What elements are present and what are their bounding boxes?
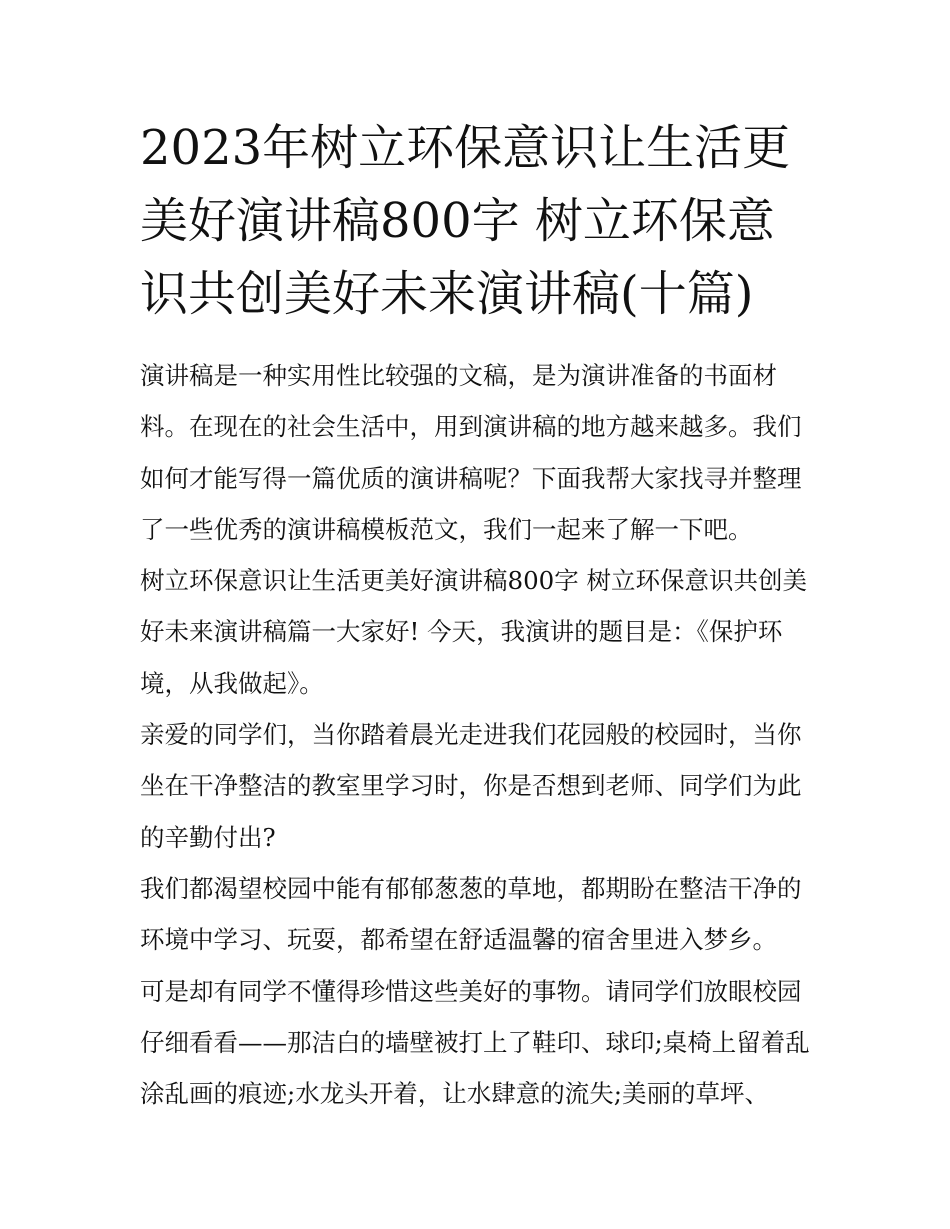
document-body	[140, 350, 820, 1119]
paragraph-opening: 树立环保意识让生活更美好演讲稿800字 树立环保意识共创美好未来演讲稿篇一大家好! 今天，我演讲的题目是：《保护环境，从我做起》。	[140, 566, 808, 698]
paragraph-students: 亲爱的同学们，当你踏着晨光走进我们花园般的校园时，当你坐在干净整洁的教室里学习时，你是否想到老师、同学们为此的辛勤付出?	[140, 720, 802, 852]
document-title: 2023年树立环保意识让生活更美好演讲稿800字 树立环保意识共创美好未来演讲稿(十篇)	[140, 120, 791, 322]
paragraph-campus-hopes: 我们都渴望校园中能有郁郁葱葱的草地，都期盼在整洁干净的环境中学习、玩耍，都希望在舒适温馨的宿舍里进入梦乡。	[140, 873, 802, 955]
paragraph-intro: 演讲稿是一种实用性比较强的文稿，是为演讲准备的书面材料。在现在的社会生活中，用到演讲稿的地方越来越多。我们如何才能写得一篇优质的演讲稿呢？下面我帮大家找寻并整理了一些优秀的演讲稿模板范文，我们一起来了解一下吧。	[140, 361, 802, 544]
paragraph-campus-problems: 可是却有同学不懂得珍惜这些美好的事物。请同学们放眼校园仔细看看——那洁白的墙壁被打上了鞋印、球印;桌椅上留着乱涂乱画的痕迹;水龙头开着，让水肆意的流失;美丽的草坪、	[140, 976, 810, 1109]
